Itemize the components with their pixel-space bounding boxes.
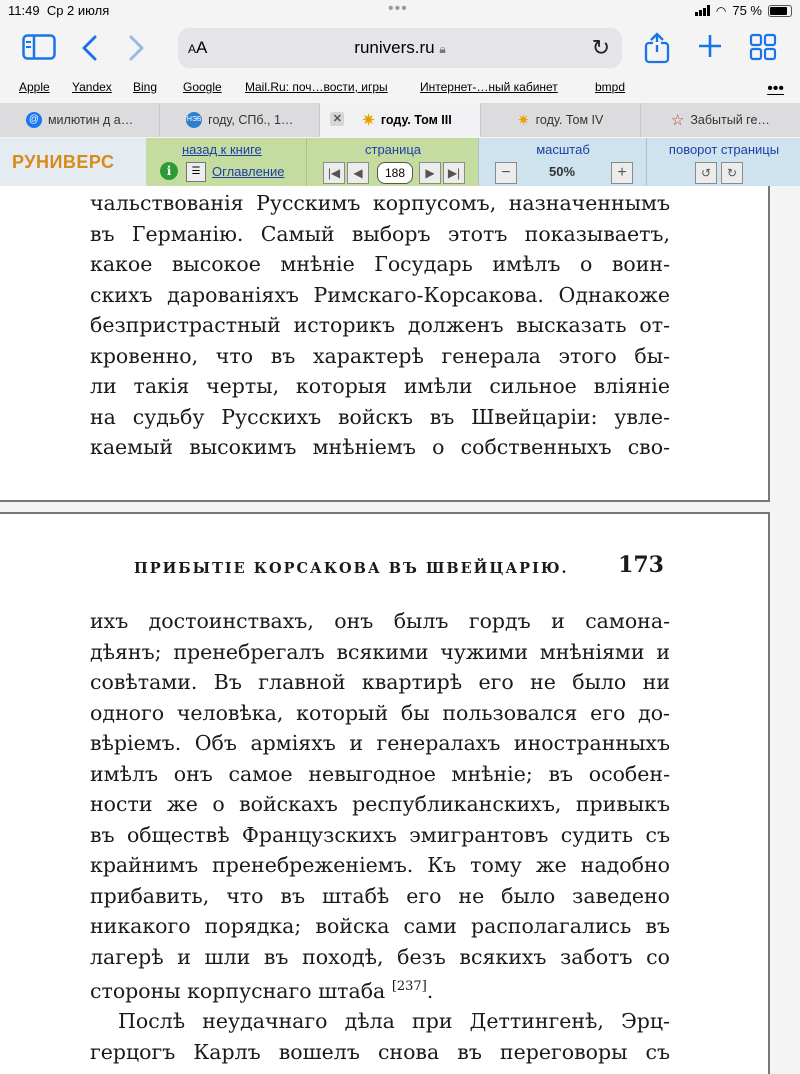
text-line: крайнимъ пренебреженіемъ. Къ тому же надобно bbox=[90, 853, 670, 877]
last-page-icon[interactable]: ▶| bbox=[443, 162, 465, 184]
book-page-previous bbox=[0, 186, 770, 502]
mail-favicon-icon: @ bbox=[26, 112, 42, 128]
status-indicators bbox=[695, 3, 792, 18]
text-line: ли такія черты, которыя имѣли сильное вліяніе bbox=[90, 374, 670, 398]
back-icon[interactable] bbox=[80, 34, 100, 67]
footnote-link[interactable]: [237] bbox=[391, 979, 427, 994]
neb-favicon-icon: НЭБ bbox=[186, 112, 202, 128]
tab-volume-3[interactable] bbox=[320, 103, 480, 137]
zoom-out-icon[interactable]: − bbox=[495, 162, 517, 184]
tab-label: милютин д а… bbox=[47, 113, 134, 127]
text-line: на судьбу Русскихъ войскъ въ Швейцаріи: увле- bbox=[90, 404, 670, 429]
page-number-input[interactable]: 188 bbox=[377, 162, 413, 184]
first-page-icon[interactable]: |◀ bbox=[323, 162, 345, 184]
text-line: ихъ достоинствахъ, онъ былъ гордъ и самона- bbox=[90, 609, 670, 633]
bookmark-yandex[interactable]: Yandex bbox=[72, 80, 112, 94]
tab-milyutin[interactable] bbox=[0, 103, 160, 137]
multitasking-dots-icon[interactable]: ••• bbox=[388, 0, 408, 17]
page-text bbox=[90, 188, 670, 463]
text-line: каемый высокимъ мнѣніемъ о собственныхъ сво- bbox=[90, 435, 670, 459]
next-page-icon[interactable]: ▶ bbox=[419, 162, 441, 184]
more-bookmarks-icon[interactable]: ••• bbox=[767, 80, 784, 97]
text-line: въ обществѣ Французскихъ эмигрантовъ судить съ bbox=[90, 822, 670, 847]
text-line: одного человѣка, который бы пользовался его до- bbox=[90, 700, 670, 725]
bookmark-bing[interactable]: Bing bbox=[133, 80, 158, 94]
contents-icon[interactable]: ☰ bbox=[186, 162, 206, 182]
runivers-favicon-icon: ✷ bbox=[517, 112, 530, 129]
info-icon[interactable]: i bbox=[160, 162, 178, 180]
text-line: Послѣ неудачнаго дѣла при Деттингенѣ, Эрц- bbox=[118, 1009, 670, 1034]
logo-text: РУНИВЕРС bbox=[12, 152, 115, 172]
page-nav-section bbox=[306, 138, 479, 186]
rotate-section bbox=[646, 138, 800, 186]
tab-spb[interactable] bbox=[160, 103, 320, 137]
text-line: ности же о войскахъ республиканскихъ, привыкъ bbox=[90, 792, 670, 816]
share-icon[interactable] bbox=[644, 32, 670, 69]
lock-icon: 🔒︎ bbox=[439, 42, 446, 56]
close-tab-icon[interactable]: ✕ bbox=[330, 112, 344, 126]
text-line: имѣлъ онъ самое невыгодное мнѣніе; въ особен- bbox=[90, 761, 670, 786]
bookmark-google[interactable]: Google bbox=[183, 80, 222, 94]
page-caption: страница bbox=[364, 142, 422, 157]
contents-link[interactable]: Оглавление bbox=[212, 164, 285, 179]
text-line: въ Германію. Самый выборъ этотъ показываетъ, bbox=[90, 221, 670, 246]
cellular-signal-icon bbox=[695, 5, 710, 16]
scale-value: 50% bbox=[549, 164, 576, 179]
status-bar bbox=[0, 0, 800, 22]
bookmarks-bar bbox=[0, 78, 800, 100]
tab-bar bbox=[0, 103, 800, 137]
tab-forgotten[interactable] bbox=[641, 103, 800, 137]
browser-toolbar bbox=[0, 22, 800, 76]
bookmark-apple[interactable]: Apple bbox=[19, 80, 50, 94]
new-tab-icon[interactable] bbox=[697, 33, 723, 64]
battery-percent: 75 % bbox=[732, 3, 762, 18]
back-to-book-link[interactable]: назад к книге bbox=[182, 142, 262, 157]
star-favicon-icon: ☆ bbox=[670, 112, 685, 129]
rotate-caption: поворот страницы bbox=[668, 142, 780, 157]
bookmark-bmpd[interactable]: bmpd bbox=[595, 80, 626, 94]
reader-header bbox=[0, 138, 800, 186]
page-text bbox=[90, 606, 670, 1067]
prev-page-icon[interactable]: ◀ bbox=[347, 162, 369, 184]
text-line: лагерѣ и шли въ походѣ, безъ всякихъ заботъ со bbox=[90, 944, 670, 969]
tab-label: Забытый ге… bbox=[690, 113, 770, 127]
wifi-icon: ◠ bbox=[715, 3, 727, 18]
tab-label: году. Том IV bbox=[535, 113, 604, 127]
sidebar-icon[interactable] bbox=[22, 34, 56, 65]
text-line: безпристрастный историкъ долженъ высказать от- bbox=[90, 313, 670, 337]
battery-icon bbox=[768, 5, 792, 17]
text-line-last: стороны корпуснаго штаба [237]. bbox=[90, 978, 434, 1003]
text-line: кровенно, что въ характерѣ генерала этого бы- bbox=[90, 343, 670, 368]
url-display[interactable] bbox=[178, 38, 622, 58]
running-head-title: ПРИБЫТІЕ КОРСАКОВА ВЪ ШВЕЙЦАРІЮ. bbox=[134, 560, 569, 577]
forward-icon[interactable] bbox=[126, 34, 146, 67]
reload-icon[interactable]: ↻ bbox=[591, 35, 610, 60]
scale-section bbox=[478, 138, 647, 186]
text-line: герцогъ Карлъ вошелъ снова въ переговоры съ bbox=[90, 1039, 670, 1064]
text-line: совѣтами. Въ главной квартирѣ его не было ни bbox=[90, 670, 670, 694]
status-time: 11:49 bbox=[8, 3, 40, 18]
zoom-in-icon[interactable]: + bbox=[611, 162, 633, 184]
text-line-content: стороны корпуснаго штаба bbox=[90, 978, 386, 1003]
text-line: дѣянъ; пренебрегалъ всякими чужими мнѣніями и bbox=[90, 639, 670, 664]
text-line: никакого порядка; войска сами располагались въ bbox=[90, 914, 670, 938]
book-nav-section bbox=[146, 138, 306, 186]
tab-label: году. Том III bbox=[380, 113, 452, 127]
status-date: Ср 2 июля bbox=[46, 3, 110, 18]
text-line: прибавить, что въ штабѣ его не было заведено bbox=[90, 883, 670, 908]
text-line: какое высокое мнѣніе Государь имѣлъ о воин- bbox=[90, 252, 670, 276]
bookmark-internet-cabinet[interactable]: Интернет-…ный кабинет bbox=[420, 80, 558, 94]
tab-label: году, СПб., 1… bbox=[208, 113, 294, 127]
text-line: вѣріемъ. Объ арміяхъ и генералахъ иностранныхъ bbox=[90, 731, 670, 755]
book-page-173 bbox=[0, 512, 770, 1074]
text-line: скихъ дарованіяхъ Римскаго-Корсакова. Однакоже bbox=[90, 282, 670, 307]
text-size-button[interactable]: AA bbox=[188, 38, 208, 57]
url-text: runivers.ru bbox=[354, 38, 435, 57]
address-bar[interactable] bbox=[178, 28, 622, 68]
text-line: чальствованія Русскимъ корпусомъ, назначеннымъ bbox=[90, 191, 670, 215]
site-logo[interactable] bbox=[0, 138, 146, 186]
tab-volume-4[interactable] bbox=[481, 103, 641, 137]
running-head bbox=[134, 552, 664, 578]
tabs-overview-icon[interactable] bbox=[749, 33, 777, 66]
page-number: 173 bbox=[618, 552, 664, 578]
scale-caption: масштаб bbox=[536, 142, 590, 157]
status-time-date bbox=[8, 3, 109, 18]
bookmark-mailru[interactable]: Mail.Ru: поч…вости, игры bbox=[245, 80, 388, 94]
rotate-left-icon[interactable]: ↺ bbox=[695, 162, 717, 184]
runivers-favicon-icon: ✷ bbox=[362, 112, 375, 129]
rotate-right-icon[interactable]: ↻ bbox=[721, 162, 743, 184]
